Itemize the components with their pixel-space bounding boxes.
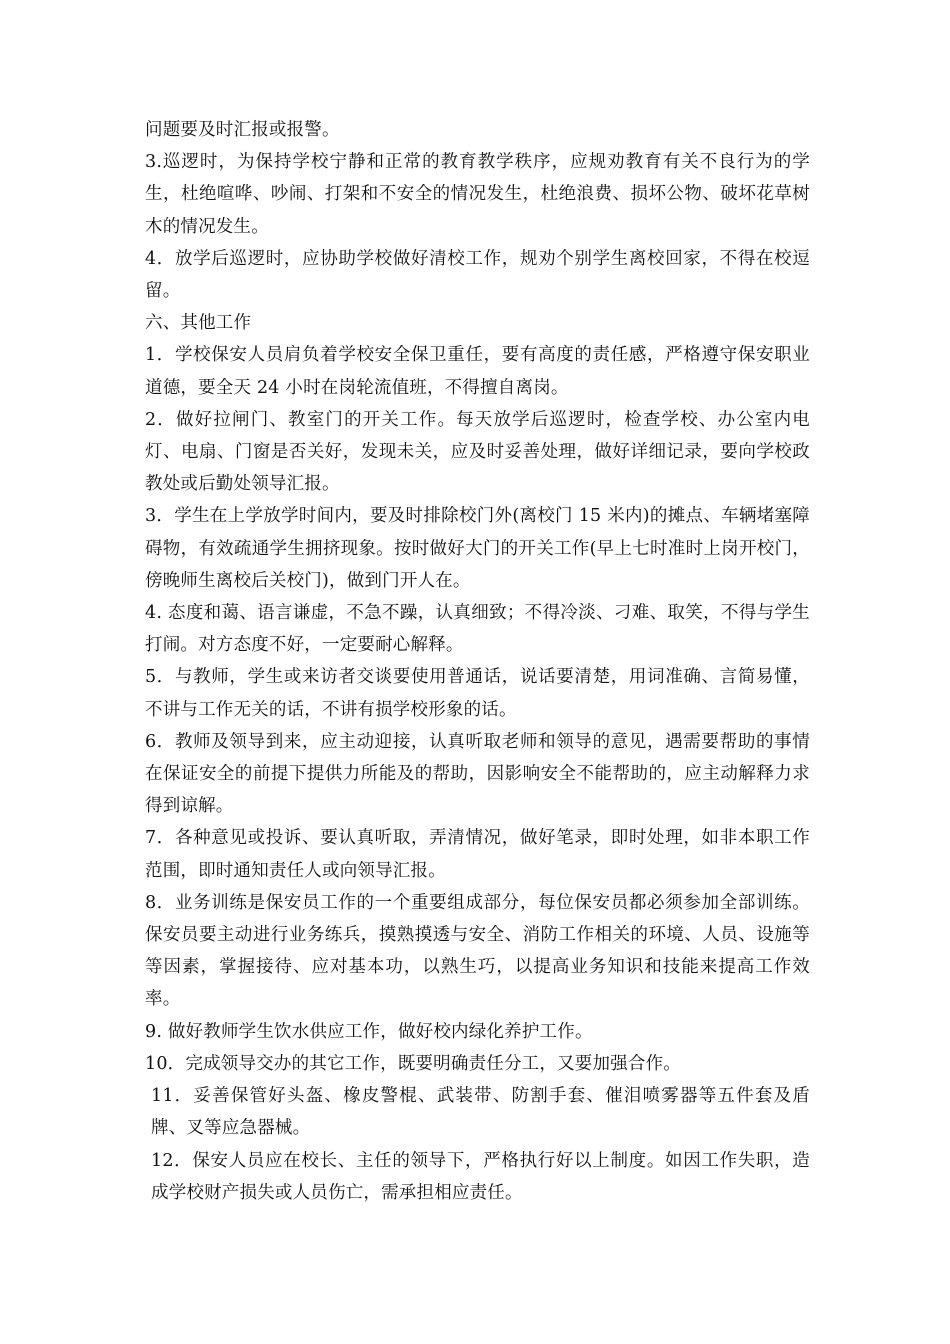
paragraph: 11．妥善保管好头盔、橡皮警棍、武装带、防割手套、催泪喷雾器等五件套及盾牌、叉等应急器械。	[151, 1086, 810, 1139]
paragraph: 6．教师及领导到来，应主动迎接，认真听取老师和领导的意见，遇需要帮助的事情在保证安全的前提下提供力所能及的帮助，因影响安全不能帮助的，应主动解释力求得到谅解。	[145, 731, 810, 817]
paragraph: 7．各种意见或投诉、要认真听取，弄清情况，做好笔录，即时处理，如非本职工作范围，即时通知责任人或向领导汇报。	[145, 828, 810, 881]
paragraph: 3．学生在上学放学时间内，要及时排除校门外(离校门 15 米内)的摊点、车辆堵塞障碍物，有效疏通学生拥挤现象。按时做好大门的开关工作(早上七时准时上岗开校门，傍晚师生离校后关校门)，做到门开人在。	[145, 506, 810, 591]
paragraph: 9. 做好教师学生饮水供应工作，做好校内绿化养护工作。	[145, 1021, 593, 1042]
section-heading: 六、其他工作	[145, 313, 252, 334]
paragraph: 1．学校保安人员肩负着学校安全保卫重任，要有高度的责任感，严格遵守保安职业道德，要全天 24 小时在岗轮流值班，不得擅自离岗。	[145, 345, 810, 398]
paragraph: 3.巡逻时，为保持学校宁静和正常的教育教学秩序，应规劝教育有关不良行为的学生，杜绝喧哗、吵闹、打架和不安全的情况发生，杜绝浪费、损坏公物、破坏花草树木的情况发生。	[145, 152, 810, 237]
paragraph: 4. 态度和蔼、语言谦虚，不急不躁，认真细致；不得冷淡、刁难、取笑，不得与学生打闹。对方态度不好，一定要耐心解释。	[145, 603, 810, 656]
paragraph: 10．完成领导交办的其它工作，既要明确责任分工，又要加强合作。	[145, 1053, 681, 1074]
paragraph: 12．保安人员应在校长、主任的领导下，严格执行好以上制度。如因工作失职，造成学校财产损失或人员伤亡，需承担相应责任。	[151, 1150, 810, 1203]
paragraph: 4．放学后巡逻时，应协助学校做好清校工作，规劝个别学生离校回家，不得在校逗留。	[145, 248, 810, 302]
paragraph: 8．业务训练是保安员工作的一个重要组成部分，每位保安员都必须参加全部训练。保安员要主动进行业务练兵，摸熟摸透与安全、消防工作相关的环境、人员、设施等等因素，掌握接待、应对基本功，以熟生巧，以提高业务知识和技能来提高工作效率。	[145, 892, 810, 1010]
paragraph: 问题要及时汇报或报警。	[145, 120, 340, 140]
paragraph: 2．做好拉闸门、教室门的开关工作。每天放学后巡逻时，检查学校、办公室内电灯、电扇、门窗是否关好，发现未关，应及时妥善处理，做好详细记录，要向学校政教处或后勤处领导汇报。	[145, 409, 810, 495]
document-body	[145, 114, 810, 1209]
paragraph: 5．与教师，学生或来访者交谈要使用普通话，说话要清楚，用词准确、言简易懂，不讲与工作无关的话，不讲有损学校形象的话。	[145, 667, 810, 720]
